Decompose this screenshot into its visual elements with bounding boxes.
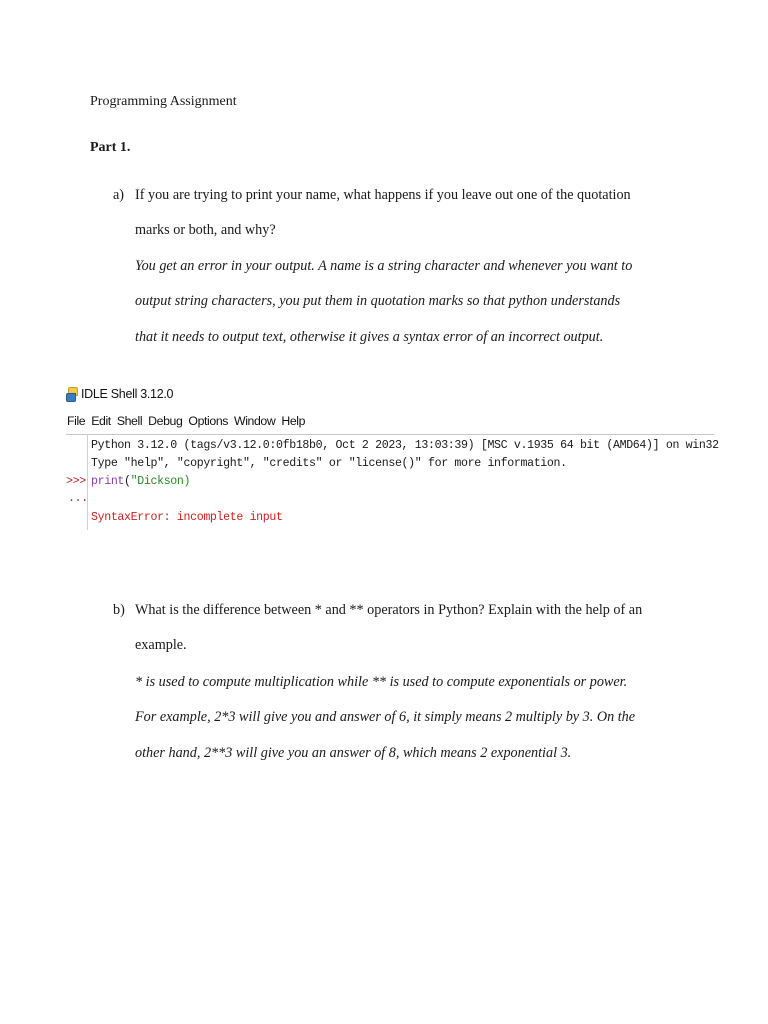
question-a-line2: marks or both, and why?: [135, 222, 276, 238]
shell-continuation: ...: [68, 492, 88, 505]
idle-window-title: [66, 385, 173, 403]
question-b-line2: example.: [135, 637, 187, 653]
menu-file[interactable]: File: [67, 414, 86, 428]
idle-menubar-divider: [66, 434, 714, 435]
idle-prompt-gutter: [87, 434, 88, 530]
menu-window[interactable]: Window: [234, 414, 276, 428]
answer-a-line1: You get an error in your output. A name is a string character and whenever you want to: [135, 258, 633, 274]
question-a-line1: If you are trying to print your name, what happens if you leave out one of the quotation: [135, 187, 631, 203]
answer-a-line3: that it needs to output text, otherwise it gives a syntax error of an incorrect output.: [135, 329, 604, 345]
question-b-line1: What is the difference between * and ** operators in Python? Explain with the help of an: [135, 602, 643, 618]
shell-input-string: "Dickson): [130, 475, 191, 488]
shell-error-message: SyntaxError: incomplete input: [91, 511, 283, 524]
menu-options[interactable]: Options: [188, 414, 229, 428]
shell-banner-line1: Python 3.12.0 (tags/v3.12.0:0fb18b0, Oct 2 2023, 13:03:39) [MSC v.1935 64 bit (AMD64)] on win32: [91, 439, 719, 452]
shell-input-line[interactable]: [91, 475, 190, 488]
shell-input-keyword: print: [91, 475, 125, 488]
part-heading: Part 1.: [90, 140, 131, 155]
python-logo-icon: [66, 387, 77, 401]
menu-shell[interactable]: Shell: [116, 414, 143, 428]
answer-b-line1: * is used to compute multiplication while ** is used to compute exponentials or power.: [135, 674, 628, 690]
shell-banner-line2: Type "help", "copyright", "credits" or "license()" for more information.: [91, 457, 567, 470]
document-title: Programming Assignment: [90, 94, 237, 109]
answer-a-line2: output string characters, you put them in quotation marks so that python understands: [135, 293, 621, 309]
menu-help[interactable]: Help: [281, 414, 306, 428]
question-a-marker: a): [113, 187, 125, 203]
answer-b-line2: For example, 2*3 will give you and answer of 6, it simply means 2 multiply by 3. On the: [135, 709, 636, 725]
answer-b-line3: other hand, 2**3 will give you an answer of 8, which means 2 exponential 3.: [135, 745, 572, 761]
idle-title-text: IDLE Shell 3.12.0: [81, 387, 174, 401]
question-b-marker: b): [113, 602, 125, 618]
shell-input-paren: (: [124, 475, 131, 488]
menu-edit[interactable]: Edit: [91, 414, 111, 428]
idle-menubar: [67, 414, 311, 432]
menu-debug[interactable]: Debug: [148, 414, 183, 428]
shell-prompt: >>>: [66, 475, 86, 488]
